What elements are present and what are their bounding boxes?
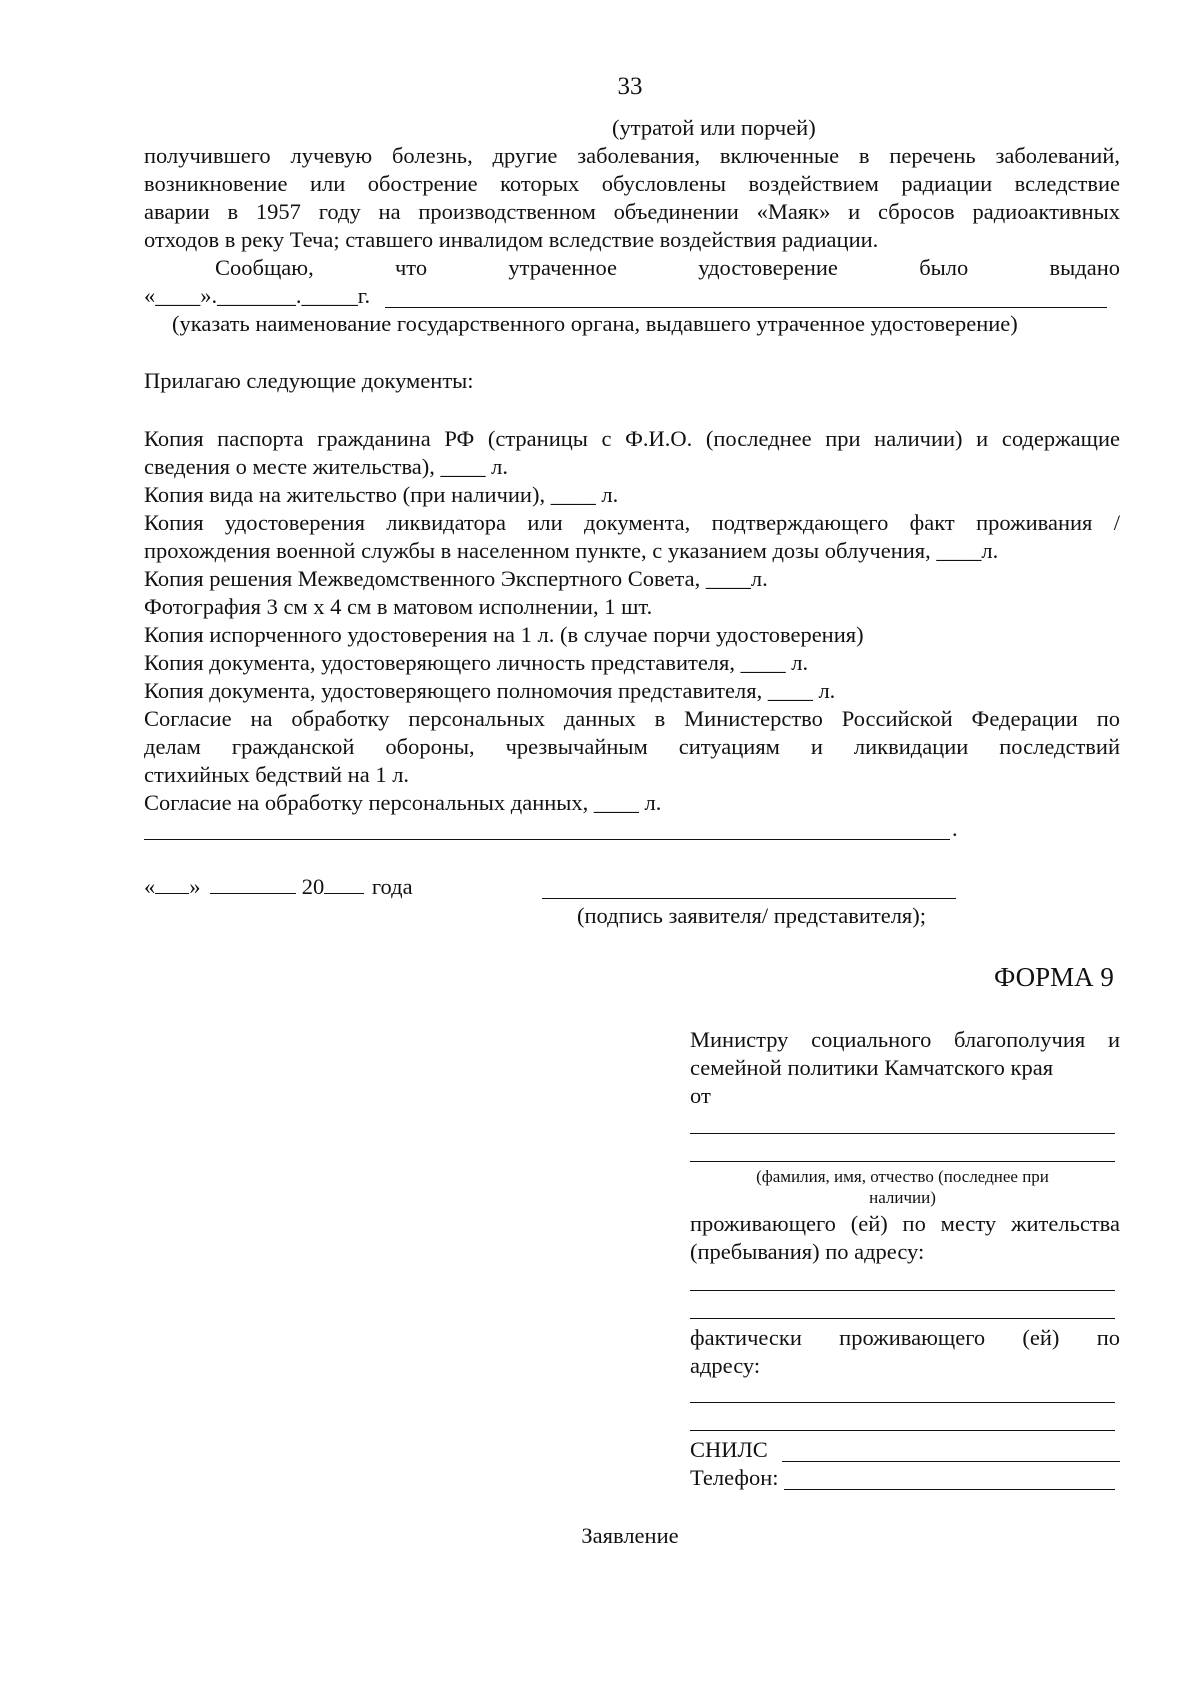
form-title: ФОРМА 9: [994, 962, 1114, 992]
residing-line-1: проживающего (ей) по месту жительства: [690, 1211, 1120, 1236]
doc-line-4: Копия удостоверения ликвидатора или документа, подтверждающего факт проживания /: [144, 510, 1120, 535]
para1-line-1: получившего лучевую болезнь, другие заболевания, включенные в перечень заболеваний,: [144, 143, 1120, 168]
fio-hint-2: наличии): [869, 1188, 936, 1207]
doc-line-2: сведения о месте жительства), ____ л.: [144, 454, 508, 479]
doc-line-7: Фотография 3 см х 4 см в матовом исполнении, 1 шт.: [144, 594, 653, 619]
actual-address-block: [690, 1324, 1120, 1380]
para1-line-2: возникновение или обострение которых обусловлены воздействием радиации вследствие: [144, 171, 1120, 196]
addressee-from: от: [690, 1083, 711, 1108]
fio-field-line-1[interactable]: [690, 1133, 1115, 1134]
actual-address-line-1[interactable]: [690, 1402, 1115, 1403]
doc-line-14: Согласие на обработку персональных данных, ____ л.: [144, 790, 662, 815]
para1-line-3: аварии в 1957 году на производственном объединении «Маяк» и сбросов радиоактивных: [144, 199, 1120, 224]
residence-block: [690, 1210, 1120, 1266]
residence-address-line-2[interactable]: [690, 1318, 1115, 1319]
doc-line-6: Копия решения Межведомственного Экспертного Совета, ____л.: [144, 566, 768, 591]
addressee-block: [690, 1026, 1120, 1110]
phone-label: Телефон:: [690, 1465, 779, 1490]
day-field[interactable]: [155, 875, 189, 894]
issue-date-field[interactable]: «____»._______._____г.: [144, 283, 371, 308]
doc-line-12: делам гражданской обороны, чрезвычайным ситуациям и ликвидации последствий: [144, 734, 1120, 759]
signature-hint: (подпись заявителя/ представителя);: [577, 903, 927, 928]
year-word: года: [371, 874, 413, 899]
addressee-line-2: семейной политики Камчатского края: [690, 1055, 1054, 1080]
doc-line-3: Копия вида на жительство (при наличии), ____ л.: [144, 482, 619, 507]
page-number: 33: [617, 73, 643, 100]
year-prefix: 20: [301, 874, 325, 899]
date-close-quote: »: [189, 874, 201, 899]
additional-documents-field[interactable]: [144, 839, 950, 840]
fio-field-line-2[interactable]: [690, 1161, 1115, 1162]
statement-title: Заявление: [581, 1523, 679, 1548]
addressee-line-1: Министру социального благополучия и: [690, 1027, 1120, 1052]
doc-line-11: Согласие на обработку персональных данных в Министерство Российской Федерации по: [144, 706, 1120, 731]
doc-line-5: прохождения военной службы в населенном пункте, с указанием дозы облучения, ____л.: [144, 538, 999, 563]
date-open-quote: «: [144, 874, 156, 899]
actual-line-1: фактически проживающего (ей) по: [690, 1325, 1120, 1350]
actual-line-2: адресу:: [690, 1353, 761, 1378]
doc-line-9: Копия документа, удостоверяющего личность представителя, ____ л.: [144, 650, 809, 675]
residing-line-2: (пребывания) по адресу:: [690, 1239, 925, 1264]
subtitle: (утратой или порчей): [612, 115, 816, 140]
actual-address-line-2[interactable]: [690, 1430, 1115, 1431]
snils-field[interactable]: [782, 1461, 1120, 1462]
issuing-authority-field[interactable]: [385, 307, 1107, 308]
residence-address-line-1[interactable]: [690, 1290, 1115, 1291]
month-field[interactable]: [210, 875, 296, 894]
issued-line: Сообщаю, что утраченное удостоверение было выдано: [215, 255, 1120, 280]
signature-field[interactable]: [542, 898, 956, 899]
phone-field[interactable]: [784, 1489, 1115, 1490]
year-field[interactable]: [324, 875, 364, 894]
attach-title: Прилагаю следующие документы:: [144, 368, 474, 393]
doc-line-13: стихийных бедствий на 1 л.: [144, 762, 410, 787]
snils-label: СНИЛС: [690, 1437, 768, 1462]
issued-hint: (указать наименование государственного органа, выдавшего утраченное удостоверение): [172, 311, 1018, 336]
trailing-dot: .: [952, 816, 958, 841]
doc-line-8: Копия испорченного удостоверения на 1 л. (в случае порчи удостоверения): [144, 622, 864, 647]
application-date: [144, 873, 413, 901]
doc-line-1: Копия паспорта гражданина РФ (страницы с Ф.И.О. (последнее при наличии) и содержащие: [144, 426, 1120, 451]
doc-line-10: Копия документа, удостоверяющего полномочия представителя, ____ л.: [144, 678, 836, 703]
fio-hint-1: (фамилия, имя, отчество (последнее при: [756, 1167, 1049, 1186]
para1-line-4: отходов в реку Теча; ставшего инвалидом вследствие воздействия радиации.: [144, 227, 879, 252]
